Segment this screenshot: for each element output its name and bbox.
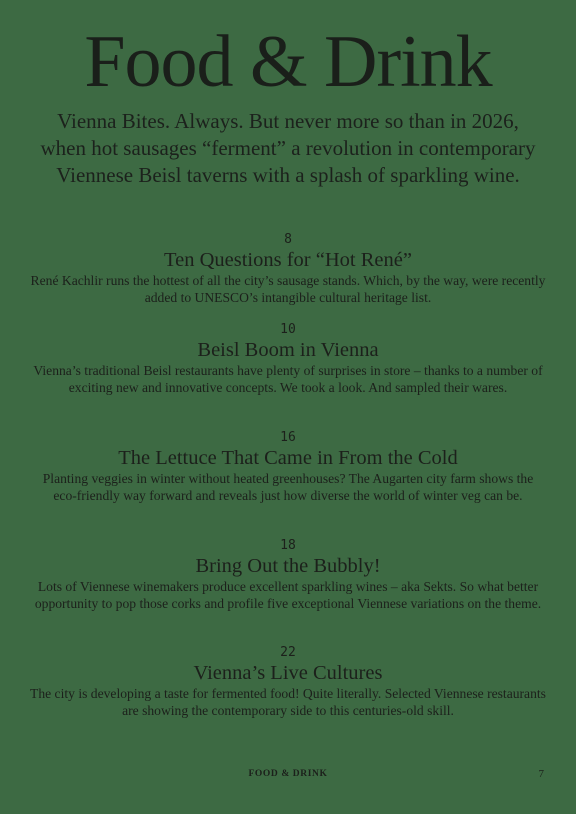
article-entry-3 <box>30 430 546 504</box>
article-entry-5 <box>30 645 546 719</box>
page-title: Food & Drink <box>84 21 492 103</box>
article-description: The city is developing a taste for fermented food! Quite literally. Selected Viennese restaurants are showing the contemporary side to this centuries-old skill. <box>30 686 546 718</box>
article-page-number: 18 <box>280 538 296 553</box>
footer-page-number: 7 <box>538 768 544 780</box>
article-headline: Beisl Boom in Vienna <box>197 339 379 361</box>
article-entry-1 <box>30 232 546 306</box>
article-headline: Bring Out the Bubbly! <box>195 555 381 577</box>
article-page-number: 10 <box>280 322 296 337</box>
article-entry-4 <box>30 538 546 612</box>
footer-section-label: FOOD & DRINK <box>248 769 328 779</box>
article-headline: Ten Questions for “Hot René” <box>164 249 412 271</box>
article-entry-2 <box>30 322 546 396</box>
intro-paragraph: Vienna Bites. Always. But never more so than in 2026, when hot sausages “ferment” a revolution in contemporary Viennese Beisl taverns with a splash of sparkling wine. <box>40 109 536 187</box>
article-headline: Vienna’s Live Cultures <box>193 662 383 684</box>
article-page-number: 22 <box>280 645 296 660</box>
article-description: René Kachlir runs the hottest of all the city’s sausage stands. Which, by the way, were recently added to UNESCO’s intangible cultural heritage list. <box>30 273 546 305</box>
article-description: Planting veggies in winter without heated greenhouses? The Augarten city farm shows the eco-friendly way forward and reveals just how diverse the world of winter veg can be. <box>42 471 534 503</box>
article-description: Vienna’s traditional Beisl restaurants have plenty of surprises in store – thanks to a number of exciting new and innovative concepts. We took a look. And sampled their wares. <box>33 363 543 395</box>
article-page-number: 8 <box>284 232 292 247</box>
article-page-number: 16 <box>280 430 296 445</box>
article-headline: The Lettuce That Came in From the Cold <box>118 447 458 469</box>
article-description: Lots of Viennese winemakers produce excellent sparkling wines – aka Sekts. So what better opportunity to pop those corks and profile five exceptional Viennese variations on the theme. <box>34 579 542 611</box>
